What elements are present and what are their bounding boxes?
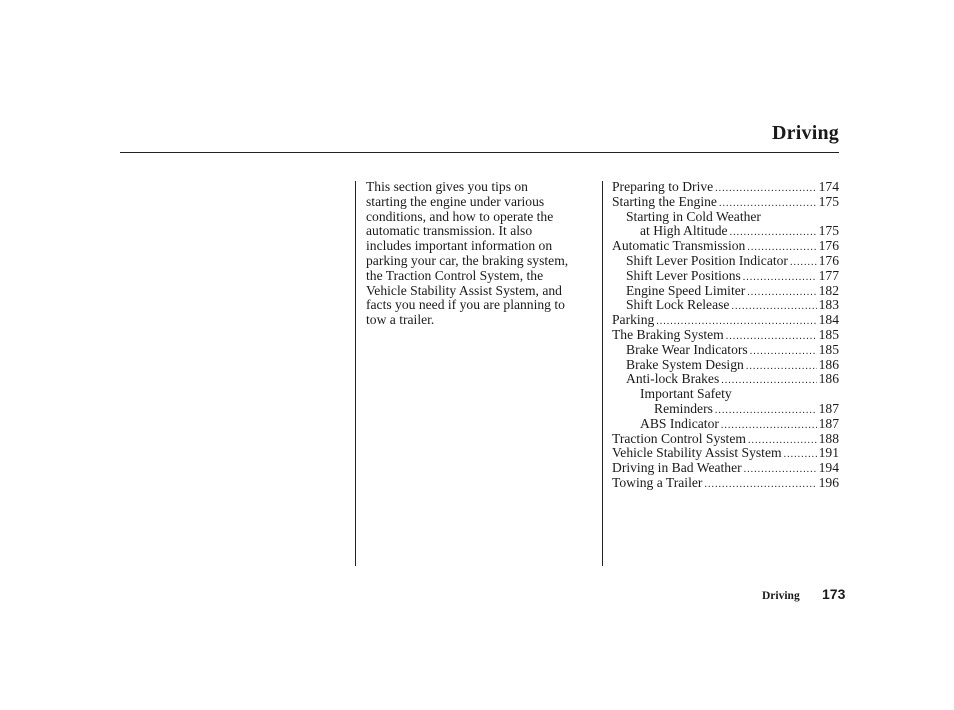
toc-entry-page: 176 bbox=[818, 252, 839, 268]
toc-entry-label: Driving in Bad Weather bbox=[612, 460, 742, 476]
intro-line: includes important information on bbox=[366, 238, 553, 254]
toc-entry[interactable] bbox=[612, 417, 839, 432]
toc-leader-dots bbox=[743, 271, 817, 286]
toc-entry-label: Towing a Trailer bbox=[612, 474, 703, 490]
toc-entry-label: at High Altitude bbox=[640, 223, 728, 239]
toc-entry[interactable] bbox=[612, 461, 839, 476]
page-number: 173 bbox=[822, 586, 846, 602]
intro-line: parking your car, the braking system, bbox=[366, 252, 569, 268]
toc-entry[interactable] bbox=[612, 239, 839, 254]
toc-leader-dots bbox=[721, 374, 816, 389]
toc-entry-page: 182 bbox=[818, 282, 839, 298]
toc-entry[interactable] bbox=[612, 269, 839, 284]
toc-entry-label: Brake System Design bbox=[626, 356, 744, 372]
toc-leader-dots bbox=[731, 300, 816, 315]
toc-entry-page: 186 bbox=[818, 371, 839, 387]
toc-entry-page: 176 bbox=[818, 238, 839, 254]
toc-entry[interactable] bbox=[612, 432, 839, 447]
toc-entry-label: Shift Lock Release bbox=[626, 297, 730, 313]
toc-entry[interactable] bbox=[612, 284, 839, 299]
toc-entry-label: Traction Control System bbox=[612, 430, 746, 446]
toc-entry[interactable] bbox=[612, 372, 839, 387]
toc-entry[interactable] bbox=[612, 476, 839, 491]
toc-entry-label: Anti-lock Brakes bbox=[626, 371, 720, 387]
toc-entry-page: 175 bbox=[818, 193, 839, 209]
intro-line: This section gives you tips on bbox=[366, 179, 528, 194]
toc-leader-dots bbox=[715, 182, 816, 197]
toc-entry-label: Engine Speed Limiter bbox=[626, 282, 746, 298]
title-divider bbox=[120, 152, 839, 153]
toc-entry-page: 188 bbox=[818, 430, 839, 446]
toc-entry-label: Important Safety bbox=[640, 386, 732, 402]
toc-entry-label: ABS Indicator bbox=[640, 415, 719, 431]
toc-entry-page: 187 bbox=[818, 415, 839, 431]
toc-entry[interactable] bbox=[612, 210, 839, 225]
toc-leader-dots bbox=[704, 478, 816, 493]
toc-entry-label: Preparing to Drive bbox=[612, 179, 714, 194]
toc-entry-label: Shift Lever Position Indicator bbox=[626, 252, 788, 268]
toc-entry[interactable] bbox=[612, 358, 839, 373]
toc-leader-dots bbox=[715, 404, 817, 419]
intro-line: starting the engine under various bbox=[366, 193, 545, 209]
toc-entry-page: 194 bbox=[818, 460, 839, 476]
toc-entry[interactable] bbox=[612, 387, 839, 402]
page-title: Driving bbox=[772, 122, 839, 144]
intro-line: conditions, and how to operate the bbox=[366, 208, 554, 224]
toc-entry-label: Shift Lever Positions bbox=[626, 267, 741, 283]
toc-entry-label: Automatic Transmission bbox=[612, 238, 746, 254]
column-divider-left bbox=[355, 181, 356, 566]
toc-entry[interactable] bbox=[612, 180, 839, 195]
toc-entry[interactable] bbox=[612, 402, 839, 417]
toc-entry-page: 191 bbox=[818, 445, 839, 461]
toc-entry-page: 185 bbox=[818, 341, 839, 357]
column-divider-middle bbox=[602, 181, 603, 566]
toc-leader-dots bbox=[750, 345, 817, 360]
toc-entry[interactable] bbox=[612, 313, 839, 328]
toc-entry-page: 186 bbox=[818, 356, 839, 372]
intro-paragraph bbox=[366, 180, 598, 328]
toc-entry-page: 187 bbox=[818, 400, 839, 416]
toc-entry-page: 177 bbox=[818, 267, 839, 283]
toc-entry-page: 196 bbox=[818, 474, 839, 490]
toc-leader-dots bbox=[790, 256, 817, 271]
toc-entry[interactable] bbox=[612, 328, 839, 343]
toc-leader-dots bbox=[746, 360, 817, 375]
toc-entry[interactable] bbox=[612, 224, 839, 239]
toc-entry-label: Starting the Engine bbox=[612, 193, 717, 209]
intro-line: facts you need if you are planning to bbox=[366, 297, 565, 313]
toc-entry[interactable] bbox=[612, 254, 839, 269]
toc-entry[interactable] bbox=[612, 195, 839, 210]
toc-leader-dots bbox=[744, 463, 817, 478]
intro-line: Vehicle Stability Assist System, and bbox=[366, 282, 562, 298]
toc-entry-page: 184 bbox=[818, 312, 839, 328]
table-of-contents bbox=[612, 180, 839, 491]
intro-line: automatic transmission. It also bbox=[366, 223, 533, 239]
toc-entry-label: Reminders bbox=[654, 400, 713, 416]
toc-entry-page: 183 bbox=[818, 297, 839, 313]
toc-entry[interactable] bbox=[612, 298, 839, 313]
toc-leader-dots bbox=[747, 286, 816, 301]
toc-entry[interactable] bbox=[612, 446, 839, 461]
intro-line: the Traction Control System, the bbox=[366, 267, 544, 283]
toc-entry[interactable] bbox=[612, 343, 839, 358]
toc-entry-page: 185 bbox=[818, 326, 839, 342]
footer-section-label: Driving bbox=[762, 590, 800, 602]
toc-entry-label: Starting in Cold Weather bbox=[626, 208, 761, 224]
toc-entry-page: 174 bbox=[818, 179, 839, 194]
toc-entry-label: Parking bbox=[612, 312, 655, 328]
toc-entry-label: The Braking System bbox=[612, 326, 724, 342]
toc-leader-dots bbox=[784, 448, 817, 463]
toc-entry-page: 175 bbox=[818, 223, 839, 239]
intro-line: tow a trailer. bbox=[366, 312, 435, 328]
toc-entry-label: Vehicle Stability Assist System bbox=[612, 445, 782, 461]
toc-entry-label: Brake Wear Indicators bbox=[626, 341, 748, 357]
